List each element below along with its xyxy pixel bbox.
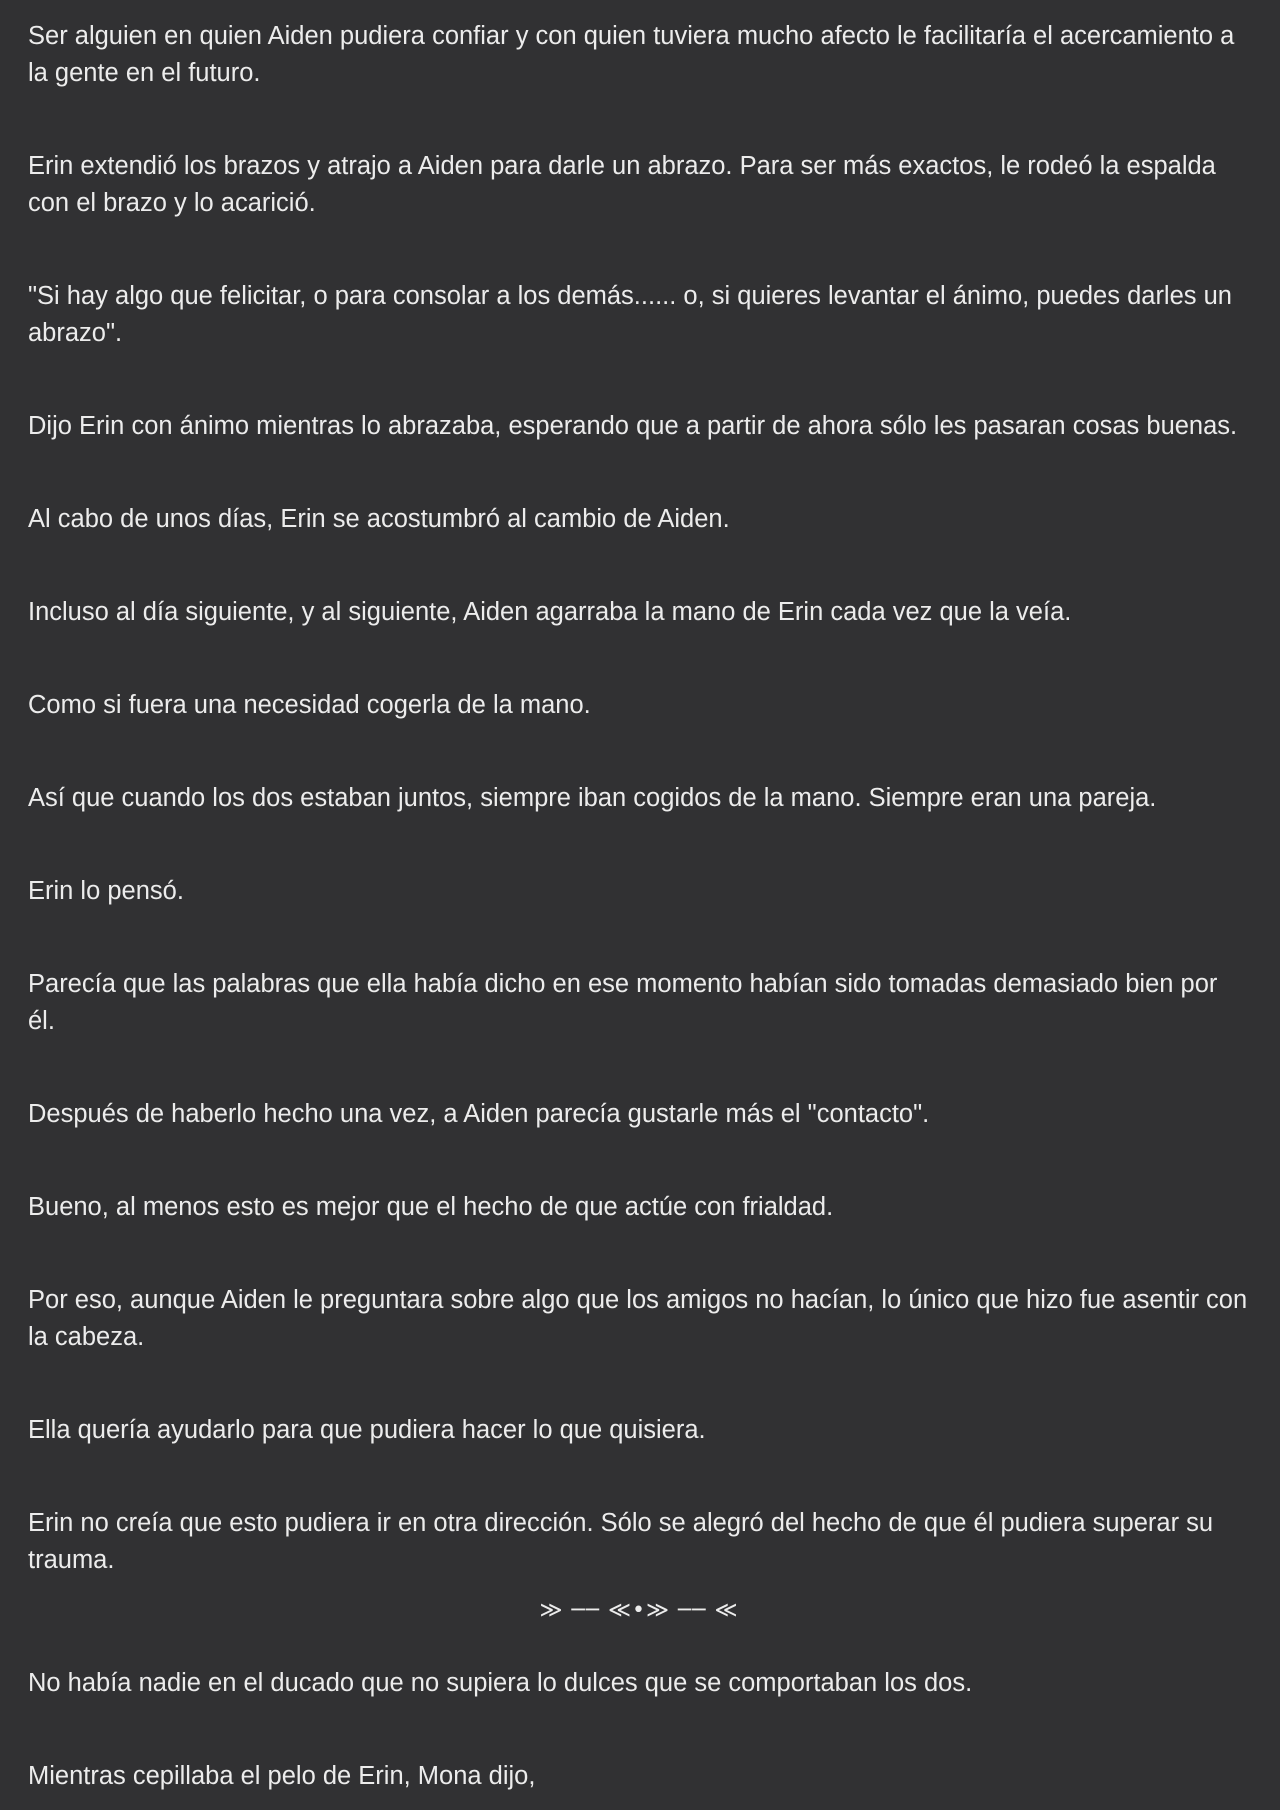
paragraph: Por eso, aunque Aiden le preguntara sobre algo que los amigos no hacían, lo único que hizo fue asentir con la cabeza.	[28, 1286, 1248, 1351]
paragraph: Parecía que las palabras que ella había dicho en ese momento habían sido tomadas demasiado bien por él.	[28, 970, 1218, 1035]
paragraph: Incluso al día siguiente, y al siguiente, Aiden agarraba la mano de Erin cada vez que la veía.	[28, 598, 1072, 626]
paragraph: Ser alguien en quien Aiden pudiera confiar y con quien tuviera mucho afecto le facilitaría el acercamiento a la gente en el futuro.	[28, 22, 1235, 87]
paragraph: Después de haberlo hecho una vez, a Aiden parecía gustarle más el "contacto".	[28, 1100, 930, 1128]
paragraph: Como si fuera una necesidad cogerla de la mano.	[28, 691, 591, 719]
paragraph: Mientras cepillaba el pelo de Erin, Mona dijo,	[28, 1762, 536, 1790]
paragraph: Erin lo pensó.	[28, 877, 184, 905]
paragraph: Al cabo de unos días, Erin se acostumbró al cambio de Aiden.	[28, 505, 730, 533]
paragraph: Bueno, al menos esto es mejor que el hecho de que actúe con frialdad.	[28, 1193, 834, 1221]
paragraph: Erin extendió los brazos y atrajo a Aiden para darle un abrazo. Para ser más exactos, le rodeó la espalda con el brazo y lo acarició.	[28, 152, 1216, 217]
paragraph: Dijo Erin con ánimo mientras lo abrazaba, esperando que a partir de ahora sólo les pasaran cosas buenas.	[28, 412, 1238, 440]
paragraph: "Si hay algo que felicitar, o para consolar a los demás...... o, si quieres levantar el ánimo, puedes darles un abrazo".	[28, 282, 1232, 347]
paragraph: Erin no creía que esto pudiera ir en otra dirección. Sólo se alegró del hecho de que él pudiera superar su trauma.	[28, 1509, 1214, 1574]
paragraph: Ella quería ayudarlo para que pudiera hacer lo que quisiera.	[28, 1416, 706, 1444]
paragraph: No había nadie en el ducado que no supiera lo dulces que se comportaban los dos.	[28, 1669, 973, 1697]
paragraph: Así que cuando los dos estaban juntos, siempre iban cogidos de la mano. Siempre eran una pareja.	[28, 784, 1157, 812]
scene-divider: ≫ ── ≪•≫ ── ≪	[539, 1598, 739, 1623]
